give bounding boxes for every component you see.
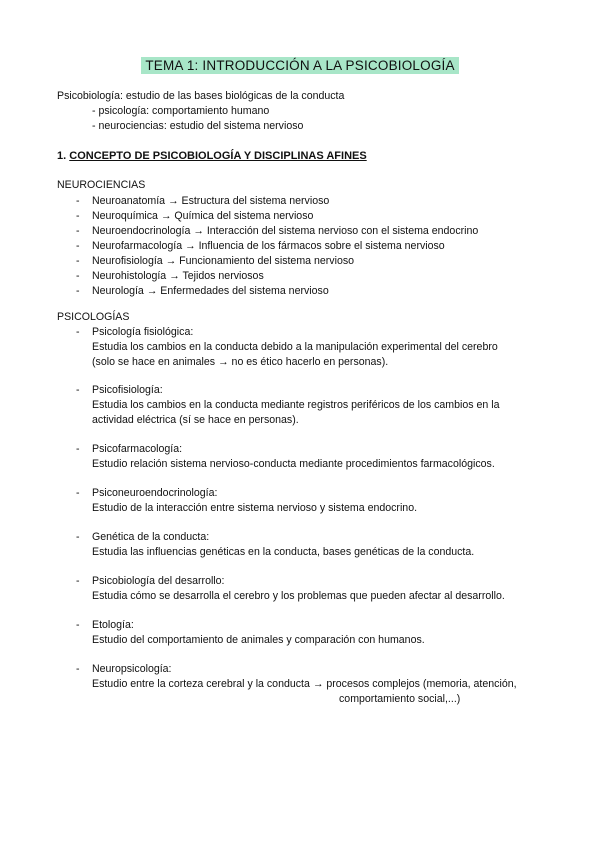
dash: - bbox=[76, 575, 80, 587]
list-item-desc: actividad eléctrica (sí se hace en personas). bbox=[92, 414, 299, 426]
dash: - bbox=[76, 240, 80, 252]
list-item: Neuroendocrinología → Interacción del sistema nervioso con el sistema endocrino bbox=[92, 225, 479, 237]
dash: - bbox=[76, 255, 80, 267]
list-item-desc: Estudia las influencias genéticas en la conducta, bases genéticas de la conducta. bbox=[92, 546, 475, 558]
dash: - bbox=[76, 270, 80, 282]
list-item-desc: Estudio relación sistema nervioso-conducta mediante procedimientos farmacológicos. bbox=[92, 458, 495, 470]
psicologias-label: PSICOLOGÍAS bbox=[57, 311, 130, 323]
dash: - bbox=[76, 326, 80, 338]
list-item-name: Genética de la conducta: bbox=[92, 531, 210, 543]
dash: - bbox=[76, 443, 80, 455]
dash: - bbox=[76, 663, 80, 675]
dash: - bbox=[76, 619, 80, 631]
list-item-desc: Estudia los cambios en la conducta debido a la manipulación experimental del cerebro bbox=[92, 341, 498, 353]
list-item-name: Psiconeuroendocrinología: bbox=[92, 487, 218, 499]
dash: - bbox=[76, 487, 80, 499]
list-item-desc: Estudio entre la corteza cerebral y la conducta → procesos complejos (memoria, atención, bbox=[92, 678, 517, 690]
list-item-desc: Estudia los cambios en la conducta mediante registros periféricos de los cambios en la bbox=[92, 399, 500, 411]
list-item: Neurofisiología → Funcionamiento del sistema nervioso bbox=[92, 255, 355, 267]
page-title: TEMA 1: INTRODUCCIÓN A LA PSICOBIOLOGÍA bbox=[141, 57, 458, 74]
neurociencias-label: NEUROCIENCIAS bbox=[57, 179, 146, 191]
list-item-desc: Estudio del comportamiento de animales y comparación con humanos. bbox=[92, 634, 425, 646]
list-item-desc: Estudia cómo se desarrolla el cerebro y los problemas que pueden afectar al desarrollo. bbox=[92, 590, 505, 602]
list-item-name: Psicobiología del desarrollo: bbox=[92, 575, 225, 587]
intro-line: Psicobiología: estudio de las bases biológicas de la conducta bbox=[57, 90, 345, 102]
list-item: Neuroanatomía → Estructura del sistema nervioso bbox=[92, 195, 330, 207]
list-item: Neurología → Enfermedades del sistema nervioso bbox=[92, 285, 329, 297]
intro-sub-psicologia: - psicología: comportamiento humano bbox=[92, 105, 270, 117]
title-wrap bbox=[0, 57, 600, 75]
section-title: CONCEPTO DE PSICOBIOLOGÍA Y DISCIPLINAS AFINES bbox=[69, 150, 367, 162]
dash: - bbox=[76, 225, 80, 237]
list-item-desc: Estudio de la interacción entre sistema nervioso y sistema endocrino. bbox=[92, 502, 418, 514]
list-item-name: Neuropsicología: bbox=[92, 663, 172, 675]
list-item-desc: (solo se hace en animales → no es ético hacerlo en personas). bbox=[92, 356, 389, 368]
intro-sub-neurociencias: - neurociencias: estudio del sistema nervioso bbox=[92, 120, 304, 132]
list-item-name: Psicología fisiológica: bbox=[92, 326, 194, 338]
section-heading bbox=[57, 150, 367, 163]
list-item: Neuroquímica → Química del sistema nervioso bbox=[92, 210, 314, 222]
dash: - bbox=[76, 210, 80, 222]
list-item: Neurofarmacología → Influencia de los fármacos sobre el sistema nervioso bbox=[92, 240, 445, 252]
section-number: 1. bbox=[57, 150, 67, 162]
dash: - bbox=[76, 285, 80, 297]
dash: - bbox=[76, 195, 80, 207]
list-item-name: Etología: bbox=[92, 619, 134, 631]
list-item: Neurohistología → Tejidos nerviosos bbox=[92, 270, 264, 282]
list-item-name: Psicofisiología: bbox=[92, 384, 163, 396]
list-item-desc: comportamiento social,...) bbox=[339, 693, 461, 705]
list-item-name: Psicofarmacología: bbox=[92, 443, 183, 455]
dash: - bbox=[76, 384, 80, 396]
dash: - bbox=[76, 531, 80, 543]
